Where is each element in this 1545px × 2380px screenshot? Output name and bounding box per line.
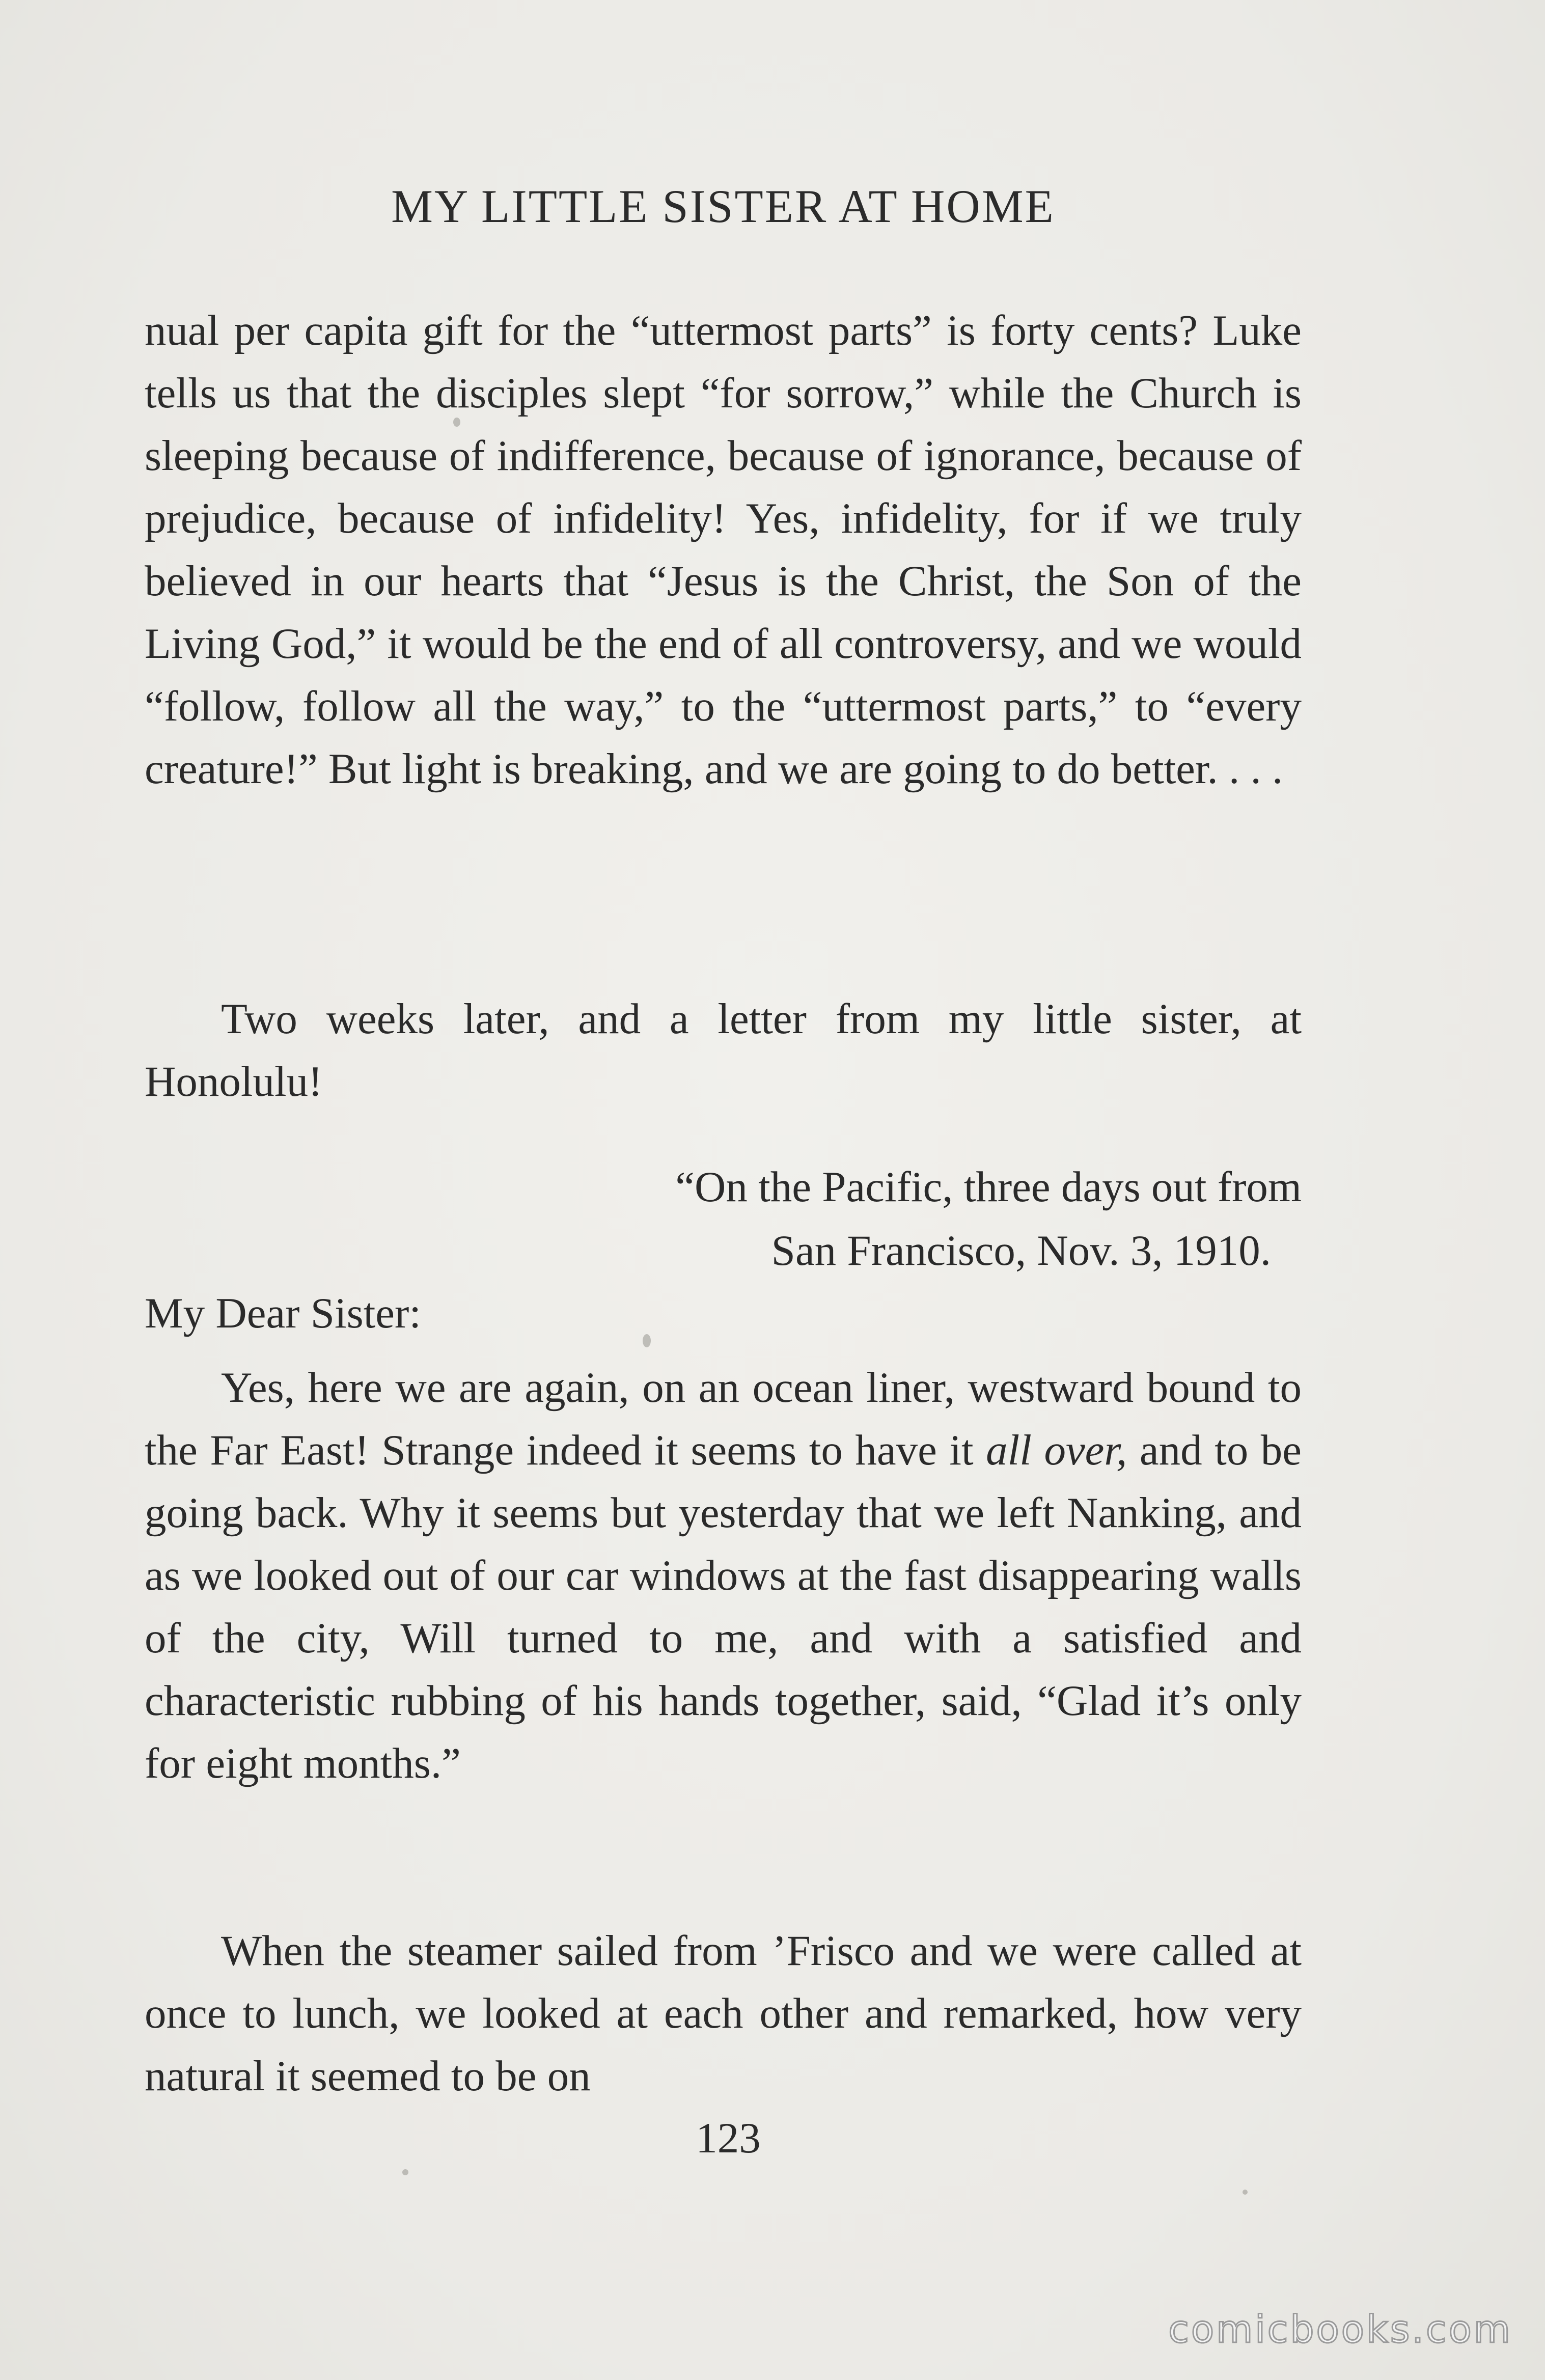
paragraph-steamer [145, 1920, 1302, 2108]
paragraph-text: Two weeks later, and a letter from my little sister, at Honolulu! [145, 995, 1302, 1105]
watermark-logo: comicbooks.com [1168, 2308, 1512, 2351]
page-number: 123 [696, 2114, 761, 2162]
paragraph-continuation [145, 299, 1302, 800]
paragraph-two-weeks-later [145, 988, 1302, 1113]
text-run: and to be going back. Why it seems but yesterday that we left Nanking, and as we looked out of our car windows at the fast disappearing walls of the city, Will turned to me, and with a satisfied and characteristic rubbing of his hands together, said, “Glad it’s only for eight months.” [145, 1426, 1302, 1787]
paper-speck [402, 2169, 408, 2175]
paper-speck [1243, 2190, 1248, 2195]
paragraph-text: nual per capita gift for the “uttermost parts” is forty cents? Luke tells us that the disciples slept “for sorrow,” while the Church is sleeping because of indifference, because of ignorance, because of prejudice, because of infidelity! Yes, infidelity, for if we truly believed in our hearts that “Jesus is the Christ, the Son of the Living God,” it would be the end of all controversy, and we would “follow, follow all the way,” to the “uttermost parts,” to “every creature!” But light is breaking, and we are going to do better. . . . [145, 307, 1302, 793]
letter-salutation: My Dear Sister: [145, 1289, 421, 1337]
paragraph-text: When the steamer sailed from ’Frisco and we were called at once to lunch, we looked at each other and remarked, how very natural it seemed to be on [145, 1927, 1302, 2100]
paper-speck [453, 418, 460, 427]
paper-speck [643, 1334, 651, 1347]
running-head: MY LITTLE SISTER AT HOME [391, 180, 1055, 232]
italic-emphasis: all over, [986, 1426, 1127, 1474]
paragraph-text [145, 1357, 1302, 1795]
text-run: Yes, here we are again, on an ocean liner, westward bound to the Far East! Strange indeed it seems to have it [145, 1364, 1302, 1474]
letter-dateline-line2: San Francisco, Nov. 3, 1910. [771, 1227, 1271, 1275]
letter-dateline-line1: “On the Pacific, three days out from [675, 1163, 1302, 1211]
paragraph-letter-opening [145, 1357, 1302, 1795]
